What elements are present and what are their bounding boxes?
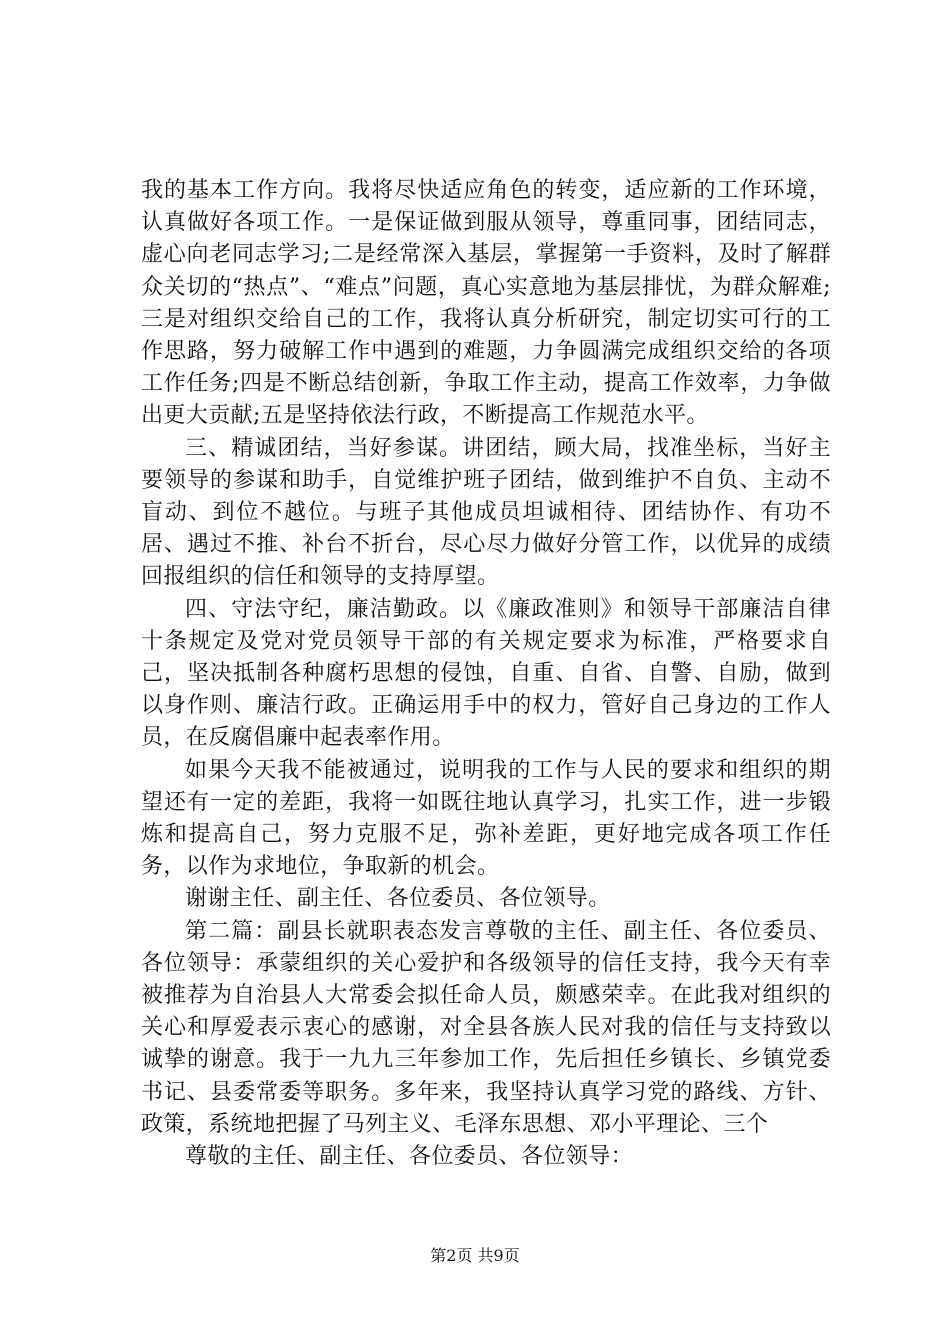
paragraph-second-article: 第二篇：副县长就职表态发言尊敬的主任、副主任、各位委员、各位领导：承蒙组织的关心爱护和各级领导的信任支持，我今天有幸被推荐为自治县人大常委会拟任命人员，颇感荣幸。在此我对组织的关心和厚爱表示衷心的感谢，对全县各族人民对我的信任与支持致以诚挚的谢意。我于一九九三年参加工作，先后担任乡镇长、乡镇党委书记、县委常委等职务。多年来，我坚持认真学习党的路线、方针、政策，系统地把握了马列主义、毛泽东思想、邓小平理论、三个 — [141, 918, 831, 1137]
paragraph-unity: 三、精诚团结，当好参谋。讲团结，顾大局，找准坐标，当好主要领导的参谋和助手，自觉维护班子团结，做到维护不自负、主动不盲动、到位不越位。与班子其他成员坦诚相待、团结协作、有功不居、遇过不推、补台不折台，尽心尽力做好分管工作，以优异的成绩回报组织的信任和领导的支持厚望。 — [141, 435, 831, 590]
paragraph-salutation: 尊敬的主任、副主任、各位委员、各位领导： — [185, 1144, 634, 1170]
document-body — [141, 175, 831, 1173]
paragraph-thanks: 谢谢主任、副主任、各位委员、各位领导。 — [185, 886, 611, 912]
paragraph-if-not-passed: 如果今天我不能被通过，说明我的工作与人民的要求和组织的期望还有一定的差距，我将一如既往地认真学习，扎实工作，进一步锻炼和提高自己，努力克服不足，弥补差距，更好地完成各项工作任务，以作为求地位，争取新的机会。 — [141, 757, 831, 880]
page-number-footer: 第2页 共9页 — [430, 1246, 520, 1265]
paragraph-work-direction: 我的基本工作方向。我将尽快适应角色的转变，适应新的工作环境，认真做好各项工作。一是保证做到服从领导，尊重同事，团结同志，虚心向老同志学习;二是经常深入基层，掌握第一手资料，及时了解群众关切的“热点”、“难点”问题，真心实意地为基层排忧，为群众解难;三是对组织交给自己的工作，我将认真分析研究，制定切实可行的工作思路，努力破解工作中遇到的难题，力争圆满完成组织交给的各项工作任务;四是不断总结创新，争取工作主动，提高工作效率，力争做出更大贡献;五是坚持依法行政，不断提高工作规范水平。 — [141, 178, 831, 429]
paragraph-integrity: 四、守法守纪，廉洁勤政。以《廉政准则》和领导干部廉洁自律十条规定及党对党员领导干部的有关规定要求为标准，严格要求自己，坚决抵制各种腐朽思想的侵蚀，自重、自省、自警、自励，做到以身作则、廉洁行政。正确运用手中的权力，管好自己身边的工作人员，在反腐倡廉中起表率作用。 — [141, 596, 831, 751]
